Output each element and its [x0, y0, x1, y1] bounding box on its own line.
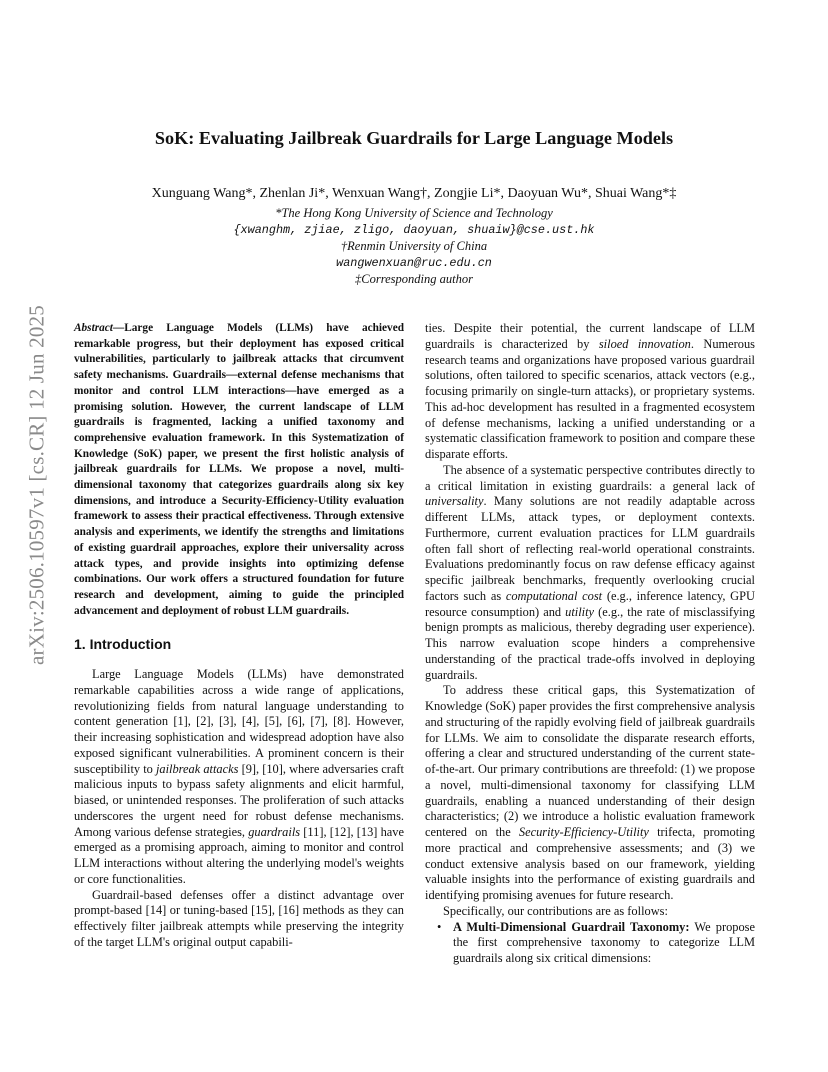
text-run: [9], [10], where adversaries craft malicious inputs to bypass safety alignments and elicit harmful, biased, or unintended responses. The proliferation of such attacks underscores the urgent need for robust defense mechanisms. Among various defense strategies, — [74, 761, 404, 839]
emphasis: siloed innovation — [598, 336, 691, 351]
text-run: . Numerous research teams and organizations have proposed various guardrail solutions, often tailored to specific scenarios, attack vectors (e.g., focusing primarily on single-turn attacks), or proprietary systems. This ad-hoc development has resulted in a fragmented ecosystem of defense mechanisms, lacking a unified understanding or a systematic classification framework to position and compare these disparate efforts. — [425, 336, 755, 461]
intro-paragraph-3 — [425, 463, 755, 684]
left-column — [74, 321, 404, 951]
contribution-bullet-1 — [425, 920, 755, 967]
author-list: Xunguang Wang*, Zhenlan Ji*, Wenxuan Wang†, Zongjie Li*, Daoyuan Wu*, Shuai Wang*‡ — [151, 186, 677, 201]
affiliation-renmin: †Renmin University of China — [340, 239, 488, 253]
corresponding-author-note: ‡Corresponding author — [355, 272, 473, 286]
text-run: The absence of a systematic perspective contributes directly to a critical limitation in existing guardrails: a general lack of — [425, 462, 755, 493]
abstract — [74, 321, 404, 619]
arxiv-id: arXiv:2506.10597v1 [cs.CR] 12 Jun 2025 — [24, 305, 49, 665]
intro-paragraph-2-cont — [425, 321, 755, 463]
text-run: trifecta, promoting more practical and comprehensive assessments; and (3) we conduct extensive analysis based on our framework, yielding valuable insights into the performance of existing guardrails and identifying promising avenues for future research. — [425, 825, 756, 902]
affiliation-hkust-emails: {xwanghm, zjiae, zligo, daoyuan, shuaiw}@cse.ust.hk — [233, 223, 595, 237]
text-run: . Many solutions are not readily adaptable across different LLMs, attack types, or deployment contexts. Furthermore, current evaluation practices for LLM guardrails often fall short of reflecting real-world operational constraints. Evaluations predominantly focus on raw defense efficacy against specific jailbreak benchmarks, frequently overlooking crucial factors such as — [425, 494, 755, 603]
bullet-heading: A Multi-Dimensional Guardrail Taxonomy: — [453, 919, 690, 934]
emphasis: utility — [565, 604, 595, 619]
bullet-text: We propose the first comprehensive taxonomy to categorize LLM guardrails along six critical dimensions: — [453, 919, 755, 965]
emphasis: computational cost — [505, 588, 603, 603]
emphasis: jailbreak attacks — [155, 761, 239, 776]
text-run: [11], [12], [13] have emerged as a promising approach, aiming to monitor and control LLM interactions without altering the underlying model's weights or core functionalities. — [74, 824, 404, 886]
paper-title: SoK: Evaluating Jailbreak Guardrails for Large Language Models — [154, 128, 674, 148]
bullet-marker: • — [437, 919, 442, 934]
intro-paragraph-2: Guardrail-based defenses offer a distinct advantage over prompt-based [14] or tuning-based [15], [16] methods as they can effectively filter jailbreak attempts while preserving the integrity of the target LLM's original output capabili- — [74, 887, 404, 949]
emphasis: universality — [425, 494, 484, 509]
abstract-lead: Abstract — [74, 322, 113, 334]
abstract-text: —Large Language Models (LLMs) have achieved remarkable progress, but their deployment has exposed critical vulnerabilities, particularly to jailbreak attacks that circumvent safety mechanisms. Guardrails—external defense mechanisms that monitor and control LLM interactions—have emerged as a promising solution. However, the current landscape of LLM guardrails is fragmented, lacking a unified taxonomy and comprehensive evaluation framework. In this Systematization of Knowledge (SoK) paper, we present the first holistic analysis of jailbreak guardrails for LLMs. We propose a novel, multi-dimensional taxonomy that categorizes guardrails along six key dimensions, and introduce a Security-Efficiency-Utility evaluation framework to assess their practical effectiveness. Through extensive analysis and experiments, we identify the strengths and limitations of existing guardrail approaches, explore their universality across attack types, and provide insights into optimizing defense combinations. Our work offers a structured foundation for future research and development, aiming to guide the principled advancement and deployment of robust LLM guardrails. — [74, 322, 404, 617]
section-heading-introduction: 1. Introduction — [74, 636, 172, 653]
text-run: Large Language Models (LLMs) have demonstrated remarkable capabilities across a wide range of applications, revolutionizing fields from natural language understanding to content generation [1], [2], [3], [4], [5], [6], [7], [8]. However, their increasing sophistication and widespread adoption have also exposed significant vulnerabilities. A prominent concern is their susceptibility to — [74, 667, 404, 776]
intro-paragraph-4 — [425, 683, 755, 904]
affiliation-hkust: *The Hong Kong University of Science and Technology — [275, 206, 553, 220]
emphasis: Security-Efficiency-Utility — [518, 825, 649, 839]
intro-paragraph-5: Specifically, our contributions are as follows: — [443, 903, 668, 918]
intro-paragraph-1 — [74, 667, 404, 888]
emphasis: guardrails — [248, 824, 301, 839]
arxiv-sidebar-stamp — [17, 300, 57, 670]
text-run: To address these critical gaps, this Systematization of Knowledge (SoK) paper provides the first comprehensive analysis and structuring of the rapidly evolving field of jailbreak guardrails for LLMs. We aim to consolidate the disparate research efforts, offering a clear and structured understanding of the current state-of-the-art. Our primary contributions are threefold: (1) we propose a novel, multi-dimensional taxonomy for classifying LLM guardrails, enabling a nuanced understanding of their design characteristics; (2) we introduce a holistic evaluation framework centered on the — [425, 683, 755, 839]
text-run: (e.g., the rate of misclassifying benign prompts as malicious, thereby degrading user experience). This narrow evaluation scope hinders a comprehensive understanding of the practical trade-offs involved in deploying guardrails. — [425, 604, 756, 682]
text-run: (e.g., inference latency, GPU resource consumption) and — [425, 588, 755, 619]
right-column — [425, 321, 755, 967]
affiliation-renmin-email: wangwenxuan@ruc.edu.cn — [336, 256, 492, 270]
text-run: ties. Despite their potential, the current landscape of LLM guardrails is characterized by — [425, 321, 755, 351]
